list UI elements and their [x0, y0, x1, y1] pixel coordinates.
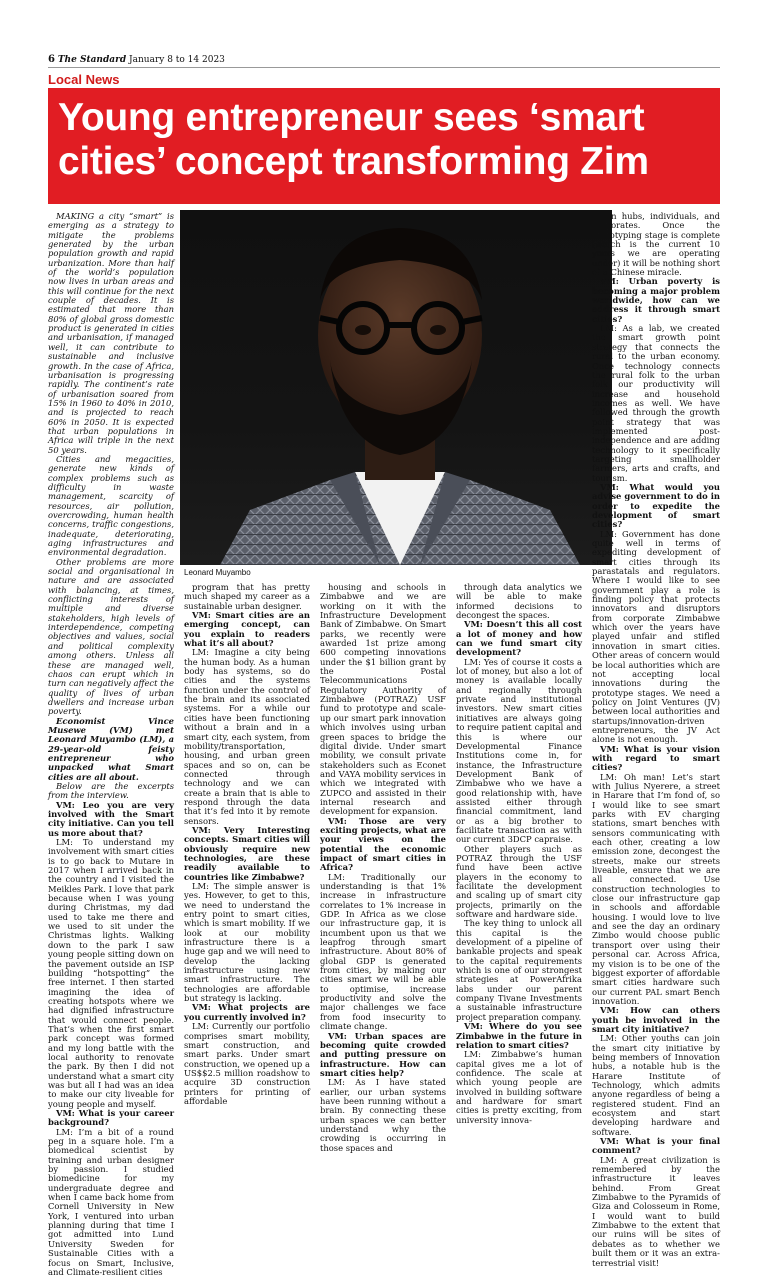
article-paragraph: program that has pretty much shaped my career as a sustainable urban designer. — [184, 582, 310, 611]
page-header — [48, 54, 225, 65]
article-paragraph: LM: Traditionally our understanding is that 1% increase in infrastructure correlates to 1% increase in GDP. In Africa as we close our infrastructure gap, it is incumbent upon us that we leapfrog through smart infrastructure. About 80% of global GDP is generated from cities, by making our cities smart we will be able to optimise, increase productivity and solve the major challenges we face from food insecurity to climate change. — [320, 871, 446, 1032]
article-column-4 — [456, 582, 582, 1125]
header-rule — [48, 67, 720, 68]
article-paragraph: The key thing to unlock all this capital is the development of a pipeline of bankable projects and speak to the capital requirements which is one of our strongest strategies at PowerAfrika labs under our parent company Tivane Investments a sustainable infrastructure project preparation company. — [456, 918, 582, 1022]
interview-question: VM: What is your final comment? — [592, 1136, 720, 1156]
interview-question: VM: Doesn’t this all cost a lot of money and how can we fund smart city development? — [456, 619, 582, 658]
interview-question: VM: What is your career background? — [48, 1108, 174, 1128]
interview-question: VM: What projects are you currently involved in? — [184, 1002, 310, 1022]
article-paragraph: housing and schools in Zimbabwe and we are working on it with the Infrastructure Development Bank of Zimbabwe. On Smart parks, we recently were awarded 1st prize among 600 competing innovations under the $1 billion grant by the Postal Telecommunications Regulatory Authority of Zimbabwe (POTRAZ) USF fund to prototype and scale-up our smart park innovation which involves using urban green spaces to bridge the digital divide. Under smart mobility, we consult private stakeholders such as Econet and VAYA mobility services in which we integrated with ZUPCO and assisted in their internal research and development for expansion. — [320, 582, 446, 817]
interview-question: VM: Those are very exciting projects, what are your views on the potential the economic impact of smart cities in Africa? — [320, 815, 446, 873]
article-paragraph: LM: I’m a bit of a round peg in a square hole. I’m a biomedical scientist by training and urban designer by passion. I studied biomedicine for my undergraduate degree and when I came back home from Cornell University in New York, I ventured into urban planning during that time I got admitted into Lund University Sweden for Sustainable Cities with a focus on Smart, Inclusive, and Climate-resilient cities — [48, 1126, 174, 1277]
article-paragraph: Below are the excerpts from the interview. — [48, 780, 174, 801]
article-column-5 — [592, 211, 720, 1268]
article-paragraph: LM: Imagine a city being the human body. As a human body has systems, so do cities and the systems function under the control of the brain and its associated systems. For a while our cities have been functioning without a brain and in a smart city, each system, from mobility/transportation, housing, and urban green spaces and so on, can be connected through technology and we can create a brain that is able to respond through the data that it’s fed into it by remote sensors. — [184, 647, 310, 826]
article-paragraph: LM: Zimbabwe’s human capital gives me a lot of confidence. The scale at which young people are involved in building software and hardware for smart cities is pretty exciting, from university innova- — [456, 1049, 582, 1125]
interview-question: VM: Where do you see Zimbabwe in the future in relation to smart cities? — [456, 1021, 582, 1050]
interview-question: VM: Urban spaces are becoming quite crowded and putting pressure on infrastructure. How can smart cities help? — [320, 1030, 446, 1078]
article-paragraph: LM: As I have stated earlier, our urban systems have been running without a brain. By connecting these urban spaces we can better understand why the crowding is occurring in those spaces and — [320, 1077, 446, 1153]
page-number: 6 — [48, 54, 55, 65]
article-paragraph: LM: To understand my involvement with smart cities is to go back to Mutare in 2017 when I arrived back in the country and I visited the Meikles Park. I love that park because when I was young during Christmas, my dad used to take me there and we used to sit under the Christmas lights. Walking down to the park I saw young people sitting down on the pavement outside an ISP building “hotspotting” the free internet. I then started imagining the idea of creating hotspots where we had dignified infrastructure that would connect people. That’s when the first smart park concept was formed and my long battle with the local authority to renovate the park. By then I did not understand what a smart city was but all I had was an idea to make our city liveable for young people and myself. — [48, 837, 174, 1109]
article-paragraph: LM: As a lab, we created the smart growth point strategy that connects the rural to the urban economy. Once technology connects the rural folk to the urban folk our productivity will increase and household incomes as well. We have followed through the growth point strategy that was implemented post-independence and are adding technology to it specifically targeting smallholder farmers, arts and crafts, and tourism. — [592, 323, 720, 483]
interview-question: VM: Very Interesting concepts. Smart cities will obviously require new technologies, are these readily available to countries like Zimbabwe? — [184, 824, 310, 882]
portrait-illustration — [180, 210, 612, 565]
article-paragraph: MAKING a city “smart” is emerging as a strategy to mitigate the problems generated by the urban population growth and rapid urbanization. More than half of the world’s population now lives in urban areas and this will continue for the next couple of decades. It is estimated that more than 80% of global gross domestic product is generated in cities and urbanisation, if managed well, it can contribute to sustainable and inclusive growth. In the case of Africa, urbanisation is progressing rapidly. The continent’s rate of urbanisation soared from 15% in 1960 to 40% in 2010, and is projected to reach 60% in 2050. It is expected that urban populations in Africa will triple in the next 50 years. — [48, 211, 174, 455]
article-paragraph: tion hubs, individuals, and corporates. Once the prototyping stage is complete (which is the current 10 years we are operating under) it will be nothing short of a Chinese miracle. — [592, 211, 720, 278]
article-paragraph: through data analytics we will be able to make informed decisions to decongest the spaces. — [456, 582, 582, 621]
article-column-2 — [184, 582, 310, 1106]
portrait-photo — [180, 210, 612, 565]
section-label: Local News — [48, 72, 120, 87]
article-paragraph: LM: The simple answer is yes. However, to get to this, we need to understand the entry point to smart cities, which is smart mobility. If we look at our mobility infrastructure there is a huge gap and we will need to develop the lacking infrastructure using new smart infrastructure. The technologies are affordable but strategy is lacking. — [184, 881, 310, 1004]
photo-caption: Leonard Muyambo — [184, 568, 251, 577]
article-column-3 — [320, 582, 446, 1153]
publication-name: The Standard — [57, 55, 127, 65]
interview-question: VM: Leo you are very involved with the Smart city initiative. Can you tell us more about that? — [48, 799, 174, 838]
article-paragraph: LM: Yes of course it costs a lot of money, but also a lot of money is available locally and regionally through private and institutional investors. New smart cities initiatives are always going to require patient capital and this is where our Developmental Finance Institutions come in, for instance, the Infrastructure Development Bank of Zimbabwe who we have a good relationship with, have assisted either through financial commitment, land or as a big brother to facilitate transaction as with our current 3DCP capraise. — [456, 656, 582, 845]
article-paragraph: Cities and megacities, generate new kinds of complex problems such as difficulty in waste management, scarcity of resources, air pollution, overcrowding, human health concerns, traffic congestions, inadequate, deteriorating, aging infrastructures and environmental degradation. — [48, 453, 174, 558]
interview-question: VM: What would you advise government to do in order to expedite the development of smart cities? — [592, 481, 720, 530]
interview-question: VM: Urban poverty is becoming a major problem worldwide, how can we address it through smart cities? — [592, 276, 720, 324]
article-paragraph: LM: Other youths can join the smart city initiative by being members of Innovation hubs, a notable hub is the Harare Institute of Technology, which admits anyone regardless of being a registered student. Find an ecosystem and start developing hardware and software. — [592, 1033, 720, 1137]
article-paragraph: LM: Oh man! Let’s start with Julius Nyerere, a street in Harare that I’m fond of, so I would like to see smart parks with EV charging stations, smart benches with sensors communicating with each other, creating a low emission zone, decongest the streets, make our streets liveable, ensure that we are all connected. Use construction technologies to close our infrastructure gap in schools and affordable housing. I would love to live and see the day an ordinary Zimbo would choose public transport over using their personal car. Across Africa, my vision is to be one of the biggest exporter of affordable smart cities hardware such our current PAL smart Bench innovation. — [592, 771, 720, 1006]
article-paragraph: LM: A great civilization is remembered by the infrastructure it leaves behind. From Great Zimbabwe to the Pyramids of Giza and Colosseum in Rome, I would want to build Zimbabwe to the extent that our ruins will be sites of debates as to whether we built them or it was an extra-terrestrial visit! — [592, 1154, 720, 1268]
article-paragraph: LM: Government has done quite well in terms of expediting development of smart cities through its parastatals and regulators. Where I would like to see government play a role is finding policy that protects innovators and disruptors from corporate Zimbabwe which over the years have played unfair and stifled innovation in smart cities. Other areas of concern would be local authorities which are not accepting local innovations during the prototype stages. We need a policy on Joint Ventures (JV) between local authorities and startups/innovation-driven entrepreneurs, the JV Act alone is not enough. — [592, 528, 720, 745]
article-paragraph: Other players such as POTRAZ through the USF fund have been active players in the economy to facilitate the development and scaling up of smart city projects, primarily on the software and hardware side. — [456, 843, 582, 920]
interview-question: VM: What is your vision with regard to smart cities? — [592, 743, 720, 773]
article-column-1 — [48, 211, 174, 1277]
article-paragraph: Economist Vince Musewe (VM) met Leonard Muyambo (LM), a 29-year-old feisty entrepreneur who unpacked what Smart cities are all about. — [48, 715, 174, 782]
interview-question: VM: Smart cities are an emerging concept, can you explain to readers what it’s all about? — [184, 610, 310, 649]
article-paragraph: LM: Currently our portfolio comprises smart mobility, smart construction, and smart parks. Under smart construction, we opened up a US$$2.5 million roadshow to acquire 3D construction printers for printing of affordable — [184, 1021, 310, 1106]
headline: Young entrepreneur sees ‘smart cities’ concept transforming Zim — [48, 88, 720, 204]
article-paragraph: Other problems are more social and organisational in nature and are associated with balancing, at times, conflicting interests of multiple and diverse stakeholders, high levels of interdependence, competing objectives and values, social and political complexity among others. Unless all these are managed well, chaos can erupt which in turn can negatively affect the quality of lives of urban dwellers and increase urban poverty. — [48, 556, 174, 717]
issue-date: January 8 to 14 2023 — [129, 55, 225, 65]
interview-question: VM: How can others youth be involved in the smart city initiative? — [592, 1005, 720, 1034]
